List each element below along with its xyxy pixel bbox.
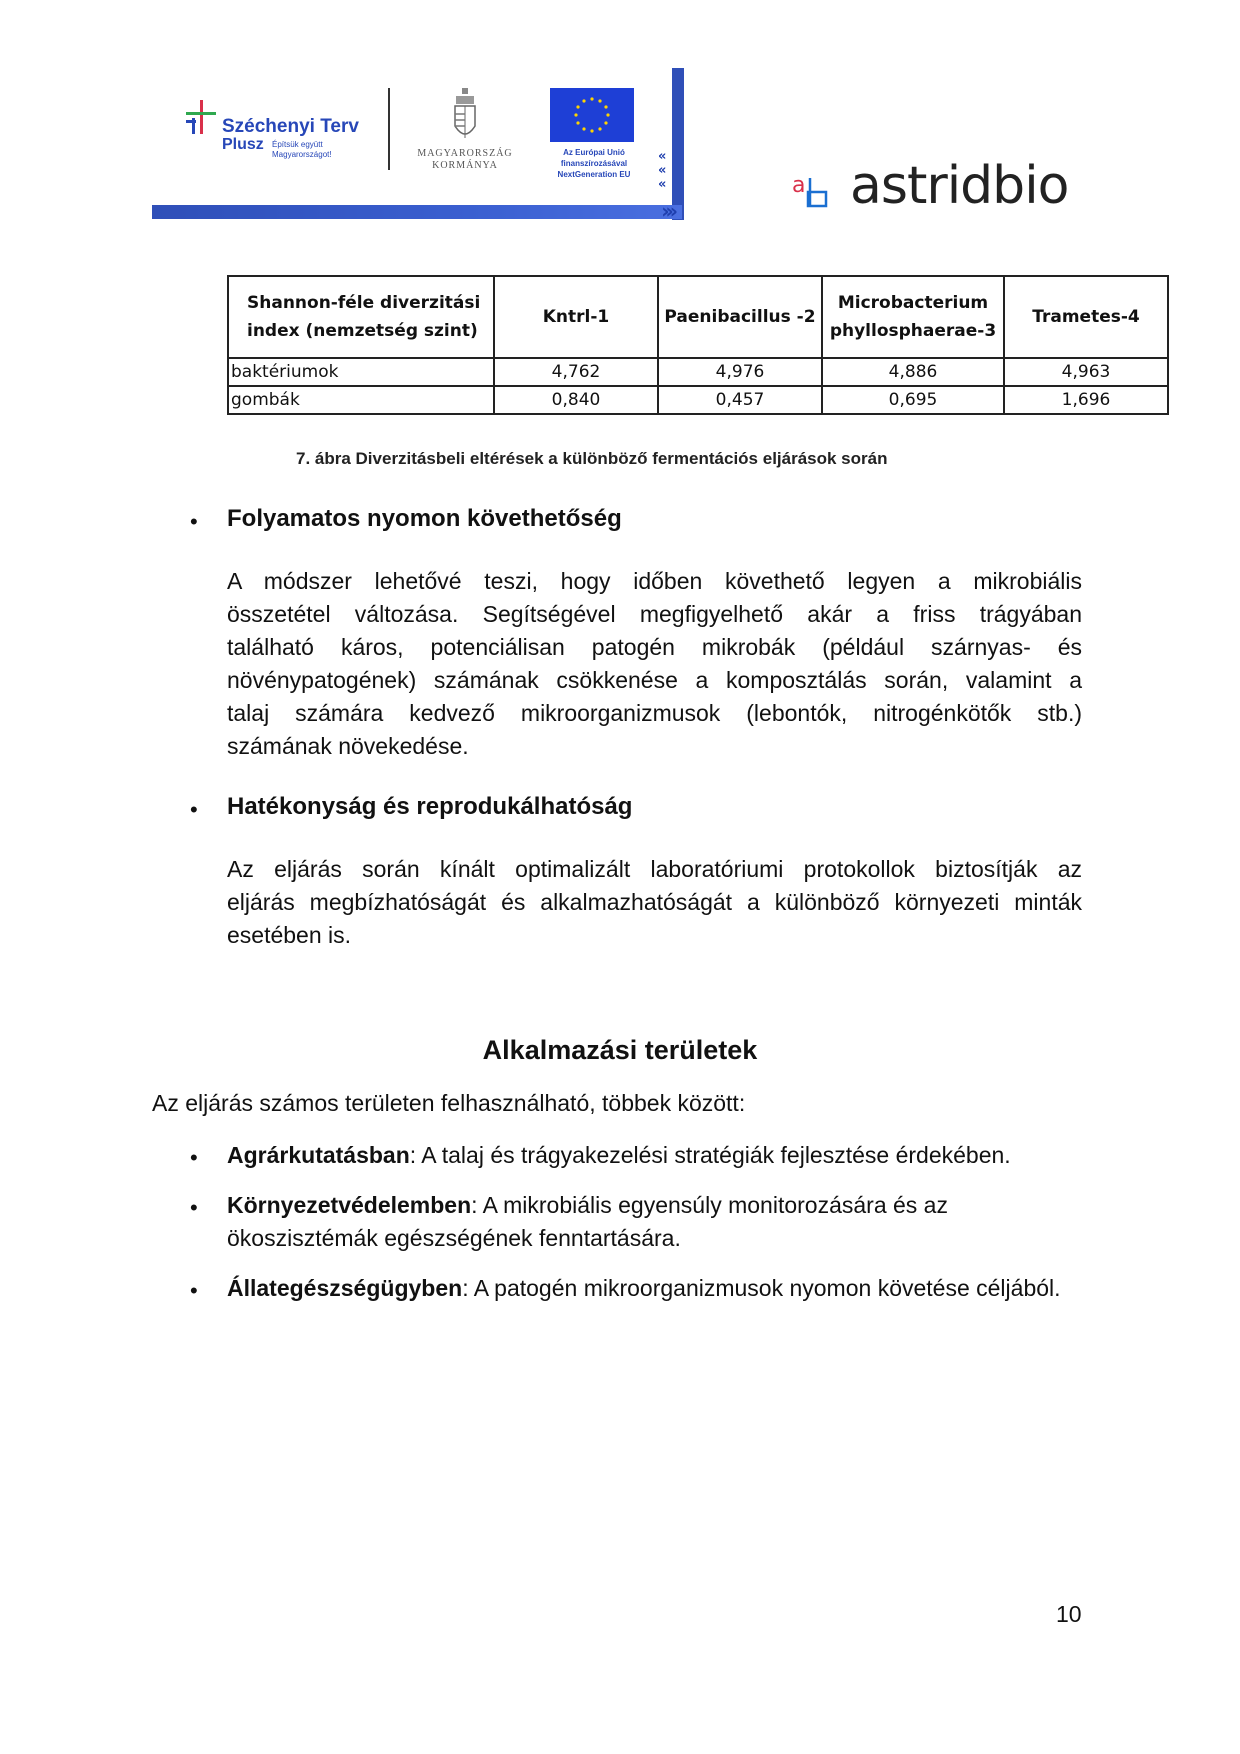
paragraph-line: esetében is. [227, 922, 352, 948]
application-text: : A patogén mikroorganizmusok nyomon követése céljából. [462, 1275, 1061, 1301]
header-vertical-bar: « « « [672, 68, 684, 220]
table-cell: 4,976 [658, 358, 822, 386]
table-header-row [228, 276, 1168, 358]
table-cell: 1,696 [1004, 386, 1168, 414]
header-index-line-1: Shannon-féle diverzitási [247, 293, 481, 313]
szechenyi-terv-logo [182, 98, 372, 168]
diversity-table [227, 275, 1169, 415]
row-label-fungi: gombák [228, 386, 494, 414]
table-row [228, 386, 1168, 414]
paragraph-line: található káros, potenciálisan patogén mikrobák (például szárnyas- és [227, 634, 1082, 660]
bullet-icon: • [190, 1145, 198, 1170]
applications-title: Alkalmazási területek [482, 1035, 758, 1065]
section-heading-efficiency: Hatékonyság és reprodukálhatóság [227, 793, 633, 820]
header-index-line-2: index (nemzetség szint) [247, 321, 478, 341]
paragraph-line: eljárás megbízhatóságát és alkalmazhatóságát a különböző környezeti minták [227, 889, 1082, 915]
table-cell: 4,762 [494, 358, 658, 386]
application-text: : A talaj és trágyakezelési stratégiák fejlesztése érdekében. [409, 1142, 1011, 1168]
application-term: Környezetvédelemben [227, 1192, 472, 1218]
column-header-index [228, 276, 494, 358]
table-cell: 0,695 [822, 386, 1004, 414]
list-item [227, 1139, 1107, 1172]
chevrons-right-icon: ››› [661, 199, 674, 223]
application-text: : A mikrobiális egyensúly monitorozására és az ökoszisztémák egészségének fenntartására. [227, 1192, 948, 1251]
bullet-icon: • [190, 1278, 198, 1303]
government-logo [410, 88, 520, 178]
column-header-microbacterium [822, 276, 1004, 358]
column-header-kntrl: Kntrl-1 [494, 276, 658, 358]
paragraph-line: növénypatogének) számának csökkenése a komposztálás során, valamint a [227, 667, 1082, 693]
astridbio-logo [790, 156, 1090, 226]
government-line-1: MAGYARORSZÁG [417, 148, 513, 159]
column-header-trametes: Trametes-4 [1004, 276, 1168, 358]
paragraph-line: talaj számára kedvező mikroorganizmusok (lebontók, nitrogénkötők stb.) [227, 700, 1082, 726]
list-item [227, 1272, 1067, 1305]
szechenyi-plus: Plusz [222, 136, 264, 153]
astridbio-wordmark: astridbio [850, 156, 1069, 216]
table-row [228, 358, 1168, 386]
eu-line-3: NextGeneration EU [557, 170, 631, 179]
header-blue-band [152, 199, 682, 223]
bullet-icon: • [190, 1195, 198, 1220]
eu-flag-icon [550, 88, 634, 142]
application-term: Állategészségügyben [227, 1275, 463, 1301]
header-separator [388, 88, 390, 170]
figure-caption: 7. ábra Diverzitásbeli eltérések a különböző fermentációs eljárások során [296, 449, 888, 468]
paragraph-line: Az eljárás során kínált optimalizált laboratóriumi protokollok biztosítják az [227, 856, 1082, 882]
paragraph-line: A módszer lehetővé teszi, hogy időben követhető legyen a mikrobiális [227, 568, 1082, 594]
row-label-bacteria: baktériumok [228, 358, 494, 386]
paragraph-traceability [227, 565, 1082, 763]
bullet-icon: • [190, 509, 198, 534]
paragraph-line: számának növekedése. [227, 733, 469, 759]
header-microbacterium-line-1: Microbacterium [837, 293, 989, 313]
bullet-icon: • [190, 797, 198, 822]
eu-line-2: finanszírozásával [560, 159, 628, 168]
szechenyi-tagline-2: Magyarországot! [272, 150, 332, 159]
table-cell: 4,886 [822, 358, 1004, 386]
eu-line-1: Az Európai Unió [563, 148, 625, 157]
szechenyi-tagline-1: Építsük együtt [272, 140, 323, 149]
paragraph-line: összetétel változása. Segítségével megfigyelhető akár a friss trágyában [227, 601, 1082, 627]
ab-monogram-icon [790, 172, 848, 212]
eu-logo [540, 88, 650, 188]
table-cell: 0,457 [658, 386, 822, 414]
header-microbacterium-line-2: phyllosphaerae-3 [829, 321, 997, 341]
applications-intro: Az eljárás számos területen felhasználható, többek között: [152, 1090, 746, 1116]
section-heading-traceability: Folyamatos nyomon követhetőség [227, 505, 622, 532]
svg-text:a: a [792, 173, 806, 198]
szechenyi-cross-icon [182, 98, 222, 138]
table-cell: 4,963 [1004, 358, 1168, 386]
table-cell: 0,840 [494, 386, 658, 414]
application-term: Agrárkutatásban [227, 1142, 410, 1168]
page-number: 10 [1056, 1601, 1082, 1627]
coat-of-arms-icon [452, 88, 478, 144]
paragraph-efficiency [227, 853, 1082, 952]
column-header-paenibacillus: Paenibacillus -2 [658, 276, 822, 358]
szechenyi-title: Széchenyi Terv [222, 116, 359, 137]
government-line-2: KORMÁNYA [432, 160, 498, 171]
list-item [227, 1189, 1027, 1255]
